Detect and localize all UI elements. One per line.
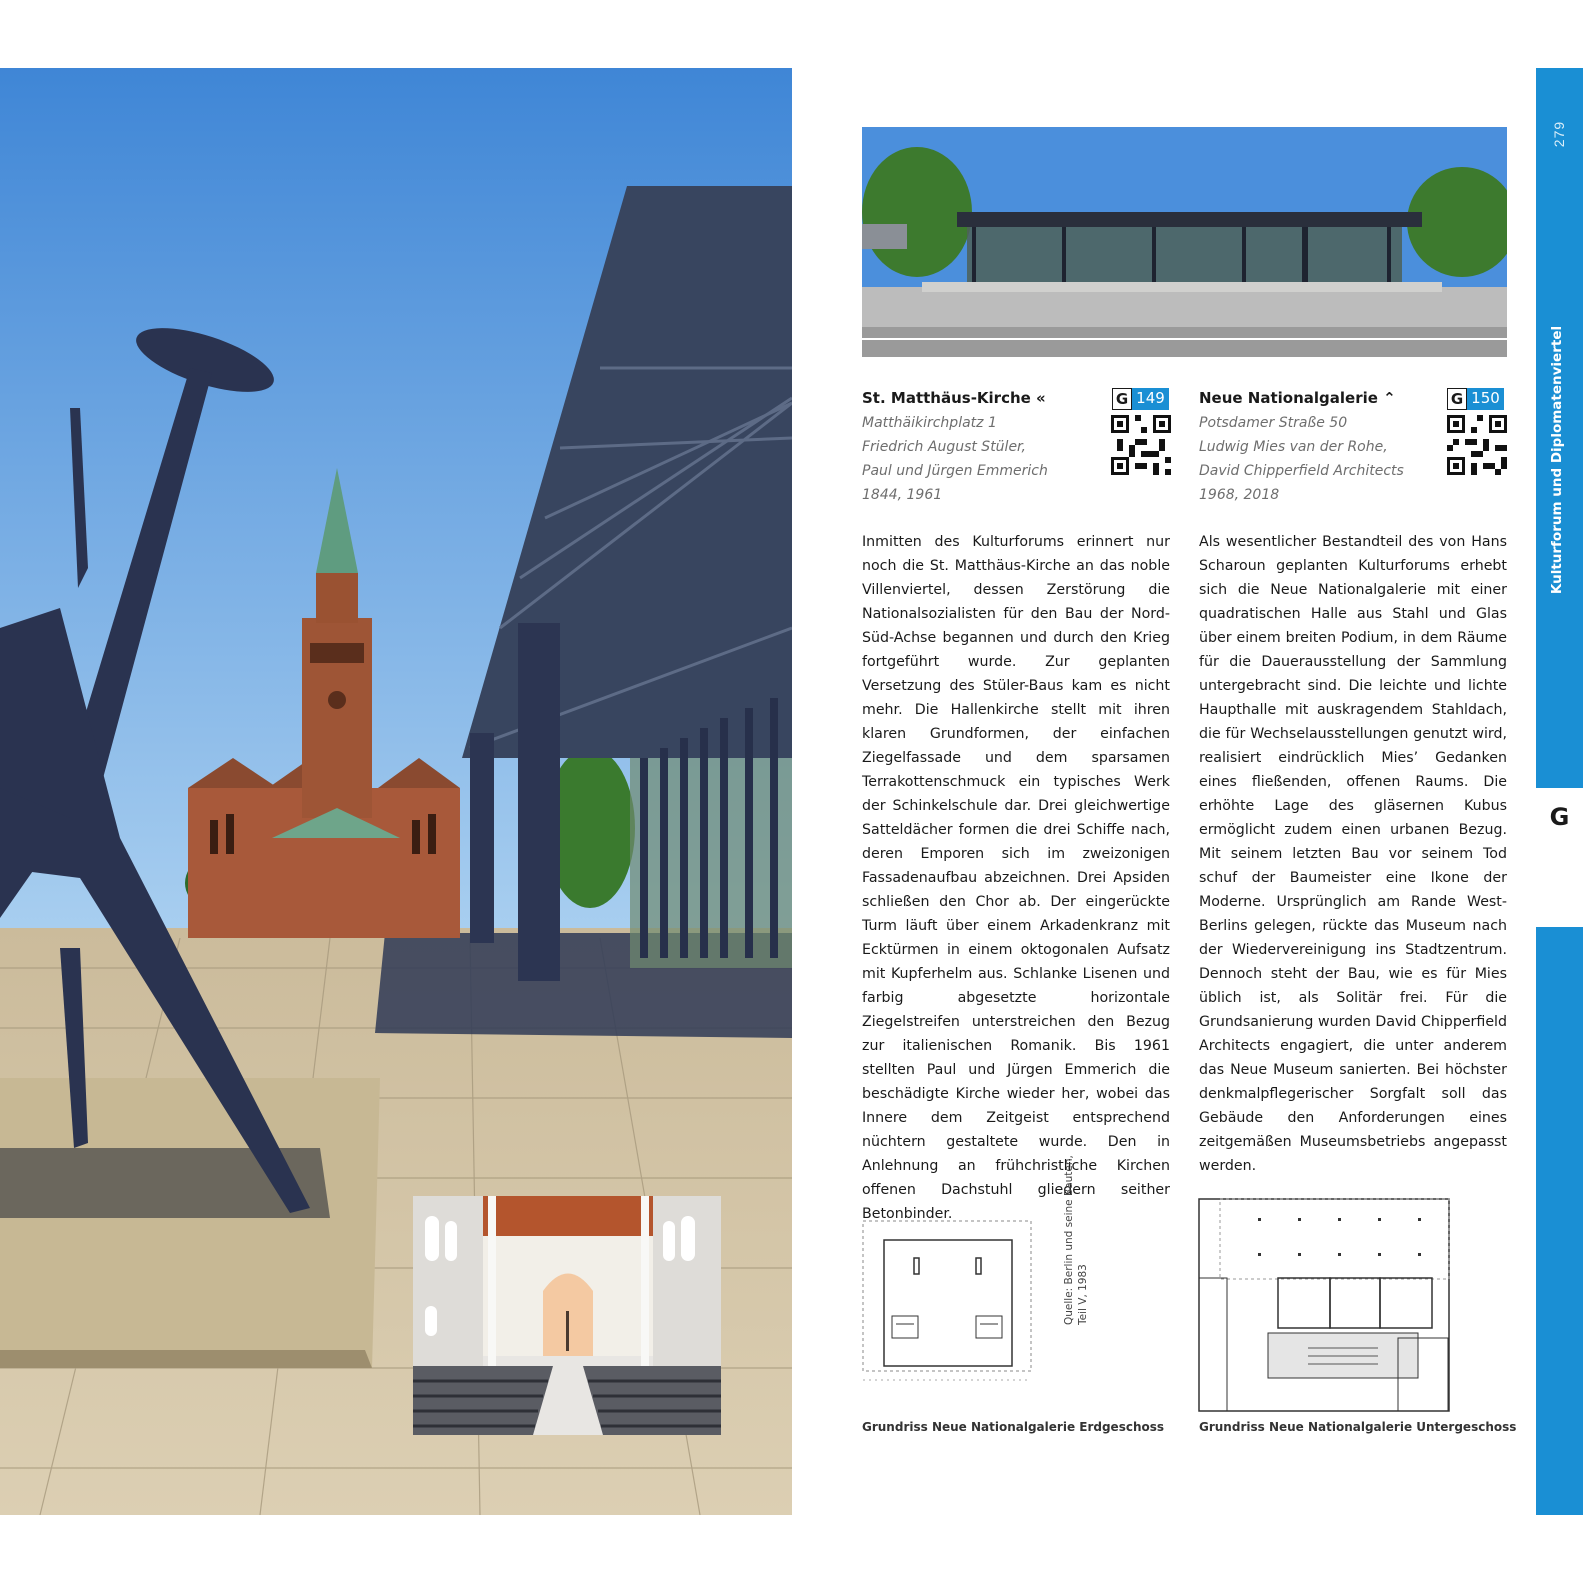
floor-plan-ground-floor [862, 1220, 1032, 1395]
entry-badge [1112, 388, 1169, 410]
floor-plan-basement [1198, 1198, 1450, 1413]
entry-architect: Ludwig Mies van der Rohe, [1199, 439, 1388, 455]
badge-number: 149 [1132, 388, 1169, 410]
plan-source-note: Quelle: Berlin und seine Bauten, Teil V, 1983 [1063, 1155, 1089, 1325]
badge-letter: G [1447, 388, 1467, 410]
section-side-tab [1536, 68, 1583, 1515]
entry-badge [1447, 388, 1504, 410]
entry-address: Matthäikirchplatz 1 [862, 415, 997, 431]
qr-code-icon [1447, 415, 1507, 475]
qr-code-icon [1111, 415, 1171, 475]
photo-neue-nationalgalerie-facade [862, 127, 1507, 357]
entry-st-matthaeus-kirche [862, 388, 1172, 507]
side-tab-top [1536, 68, 1583, 788]
section-letter: G [1549, 803, 1570, 831]
page-number: 279 [1551, 120, 1567, 148]
inset-photo-church-interior [413, 1196, 721, 1435]
plan-caption-ground-floor: Grundriss Neue Nationalgalerie Erdgeschoss [862, 1420, 1165, 1434]
entry-title: Neue Nationalgalerie ⌃ [1199, 389, 1396, 407]
church-interior-illustration [413, 1196, 721, 1435]
entry-years: 1968, 2018 [1199, 487, 1280, 503]
entry-architect: Paul und Jürgen Emmerich [862, 463, 1048, 479]
side-tab-bottom [1536, 927, 1583, 1515]
entry-architect: Friedrich August Stüler, [862, 439, 1026, 455]
entry-address: Potsdamer Straße 50 [1199, 415, 1348, 431]
entry-title: St. Matthäus-Kirche « [862, 389, 1046, 407]
entry-architect: David Chipperfield Architects [1199, 463, 1404, 479]
badge-letter: G [1112, 388, 1132, 410]
badge-number: 150 [1467, 388, 1504, 410]
entry-neue-nationalgalerie [1199, 388, 1509, 507]
plan-caption-basement: Grundriss Neue Nationalgalerie Untergeschoss [1199, 1420, 1517, 1434]
nationalgalerie-illustration [862, 127, 1507, 357]
entry-years: 1844, 1961 [862, 487, 943, 503]
section-title: Kulturforum und Diplomatenviertel [1549, 325, 1565, 595]
entry-body-text: Als wesentlicher Bestandteil des von Hans Scharoun geplanten Kulturforums erhebt sich die Neue Nationalgalerie mit einer quadratischen Halle aus Stahl und Glas über einem breiten Podium, in dem Räume für die Dauerausstellung der Sammlung untergebracht sind. Die leichte und lichte Haupthalle mit auskragendem Stahldach, die für Wechselausstellungen genutzt wird, realisiert eindrücklich Mies’ Gedanken eines fließenden, offenen Raums. Die erhöhte Lage des gläsernen Kubus ermöglicht zudem einen urbanen Bezug. Mit seinem letzten Bau vor seinem Tod schuf der Baumeister eine Ikone der Moderne. Ursprünglich am Rande West-Berlins gelegen, rückte das Museum nach der Wiedervereinigung ins Stadtzentrum. Dennoch steht der Bau, wie es für Mies üblich ist, als Solitär frei. Für die Grundsanierung wurden David Chipperfield Architects engagiert, die unter anderem das Neue Museum sanierten. Bei höchster denkmalpflegerischer Sorgfalt soll das Gebäude den Anforderungen eines zeitgemäßen Museumsbetriebs angepasst werden. [1199, 534, 1507, 1174]
entry-body-text: Inmitten des Kulturforums erinnert nur noch die St. Matthäus-Kirche an das noble Villenviertel, dessen Zerstörung die Nationalsozialisten für den Bau der Nord-Süd-Achse begannen und durch den Krieg fortgeführt wurde. Zur geplanten Versetzung des Stüler-Baus kam es nicht mehr. Die Hallenkirche stellt mit ihren klaren Grundformen, der einfachen Ziegelfassade und dem sparsamen Terrakottenschmuck ein typisches Werk der Schinkelschule dar. Drei gleichwertige Satteldächer formen die drei Schiffe nach, deren Emporen sich im zweizonigen Fassadenaufbau abzeichnen. Drei Apsiden schließen den Chor ab. Der eingerückte Turm läuft über einem Arkadenkranz mit Ecktürmen in einem oktogonalen Aufsatz mit Kupferhelm aus. Schlanke Lisenen und farbig abgesetzte horizontale Ziegelstreifen unterstreichen den Bezug zur italienischen Romanik. Bis 1961 stellten Paul und Jürgen Emmerich die beschädigte Kirche wieder her, wobei das Innere dem Zeitgeist entsprechend nüchtern gestaltete wurde. Den in Anlehnung an frühchristliche Kirchen offenen Dachstuhl gliedern seither Betonbinder. [862, 534, 1170, 1222]
